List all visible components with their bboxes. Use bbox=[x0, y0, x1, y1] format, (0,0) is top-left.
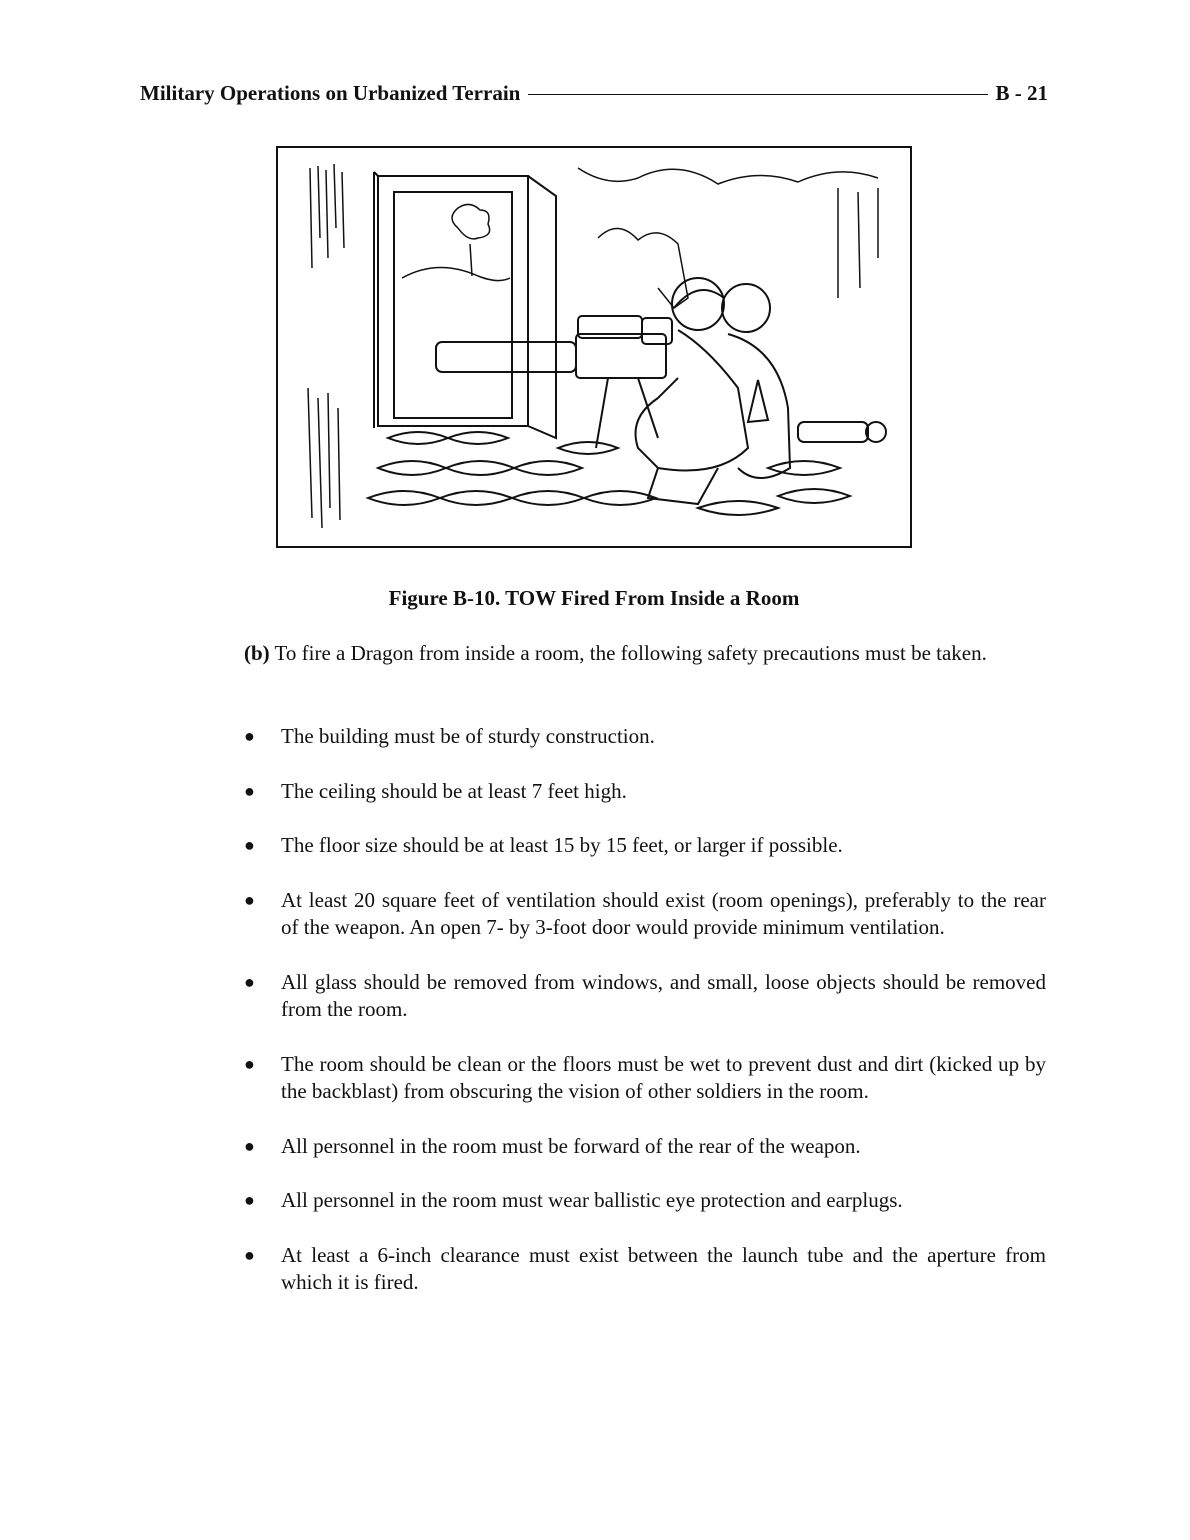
precautions-list bbox=[244, 723, 1046, 1324]
list-item: ● All personnel in the room must be forward of the rear of the weapon. bbox=[244, 1133, 1046, 1161]
list-item: ● The ceiling should be at least 7 feet high. bbox=[244, 778, 1046, 806]
bullet-icon: ● bbox=[244, 889, 255, 910]
section-intro bbox=[244, 640, 1046, 667]
page-number: B - 21 bbox=[995, 80, 1048, 105]
list-item: ● All glass should be removed from windows, and small, loose objects should be removed from the room. bbox=[244, 969, 1046, 1021]
figure-caption: Figure B-10. TOW Fired From Inside a Room bbox=[388, 586, 800, 610]
bullet-icon: ● bbox=[244, 780, 255, 801]
list-item: ● At least 20 square feet of ventilation should exist (room openings), preferably to the rear of the weapon. An open 7- by 3-foot door would provide minimum ventilation. bbox=[244, 887, 1046, 939]
section-label: (b) bbox=[244, 641, 270, 665]
running-title: Military Operations on Urbanized Terrain bbox=[140, 80, 521, 105]
list-item: ● The room should be clean or the floors must be wet to prevent dust and dirt (kicked up by the backblast) from obscuring the vision of other soldiers in the room. bbox=[244, 1051, 1046, 1103]
bullet-icon: ● bbox=[244, 1135, 255, 1156]
bullet-icon: ● bbox=[244, 726, 255, 746]
header-rule bbox=[528, 94, 987, 95]
bullet-icon: ● bbox=[244, 835, 255, 855]
list-item: ● All personnel in the room must wear ballistic eye protection and earplugs. bbox=[244, 1187, 1046, 1215]
list-item: ● The floor size should be at least 15 by 15 feet, or larger if possible. bbox=[244, 832, 1046, 860]
bullet-icon: ● bbox=[244, 1244, 255, 1265]
list-item: ● At least a 6-inch clearance must exist between the launch tube and the aperture from which it is fired. bbox=[244, 1242, 1046, 1294]
page-header bbox=[140, 78, 1048, 108]
section-intro-text: To fire a Dragon from inside a room, the following safety precautions must be taken. bbox=[274, 641, 987, 665]
list-item: ● The building must be of sturdy construction. bbox=[244, 723, 1046, 751]
bullet-icon: ● bbox=[244, 1053, 255, 1074]
bullet-icon: ● bbox=[244, 1190, 255, 1210]
bullet-icon: ● bbox=[244, 971, 255, 992]
tow-room-illustration bbox=[278, 148, 910, 546]
figure-illustration bbox=[276, 146, 912, 548]
